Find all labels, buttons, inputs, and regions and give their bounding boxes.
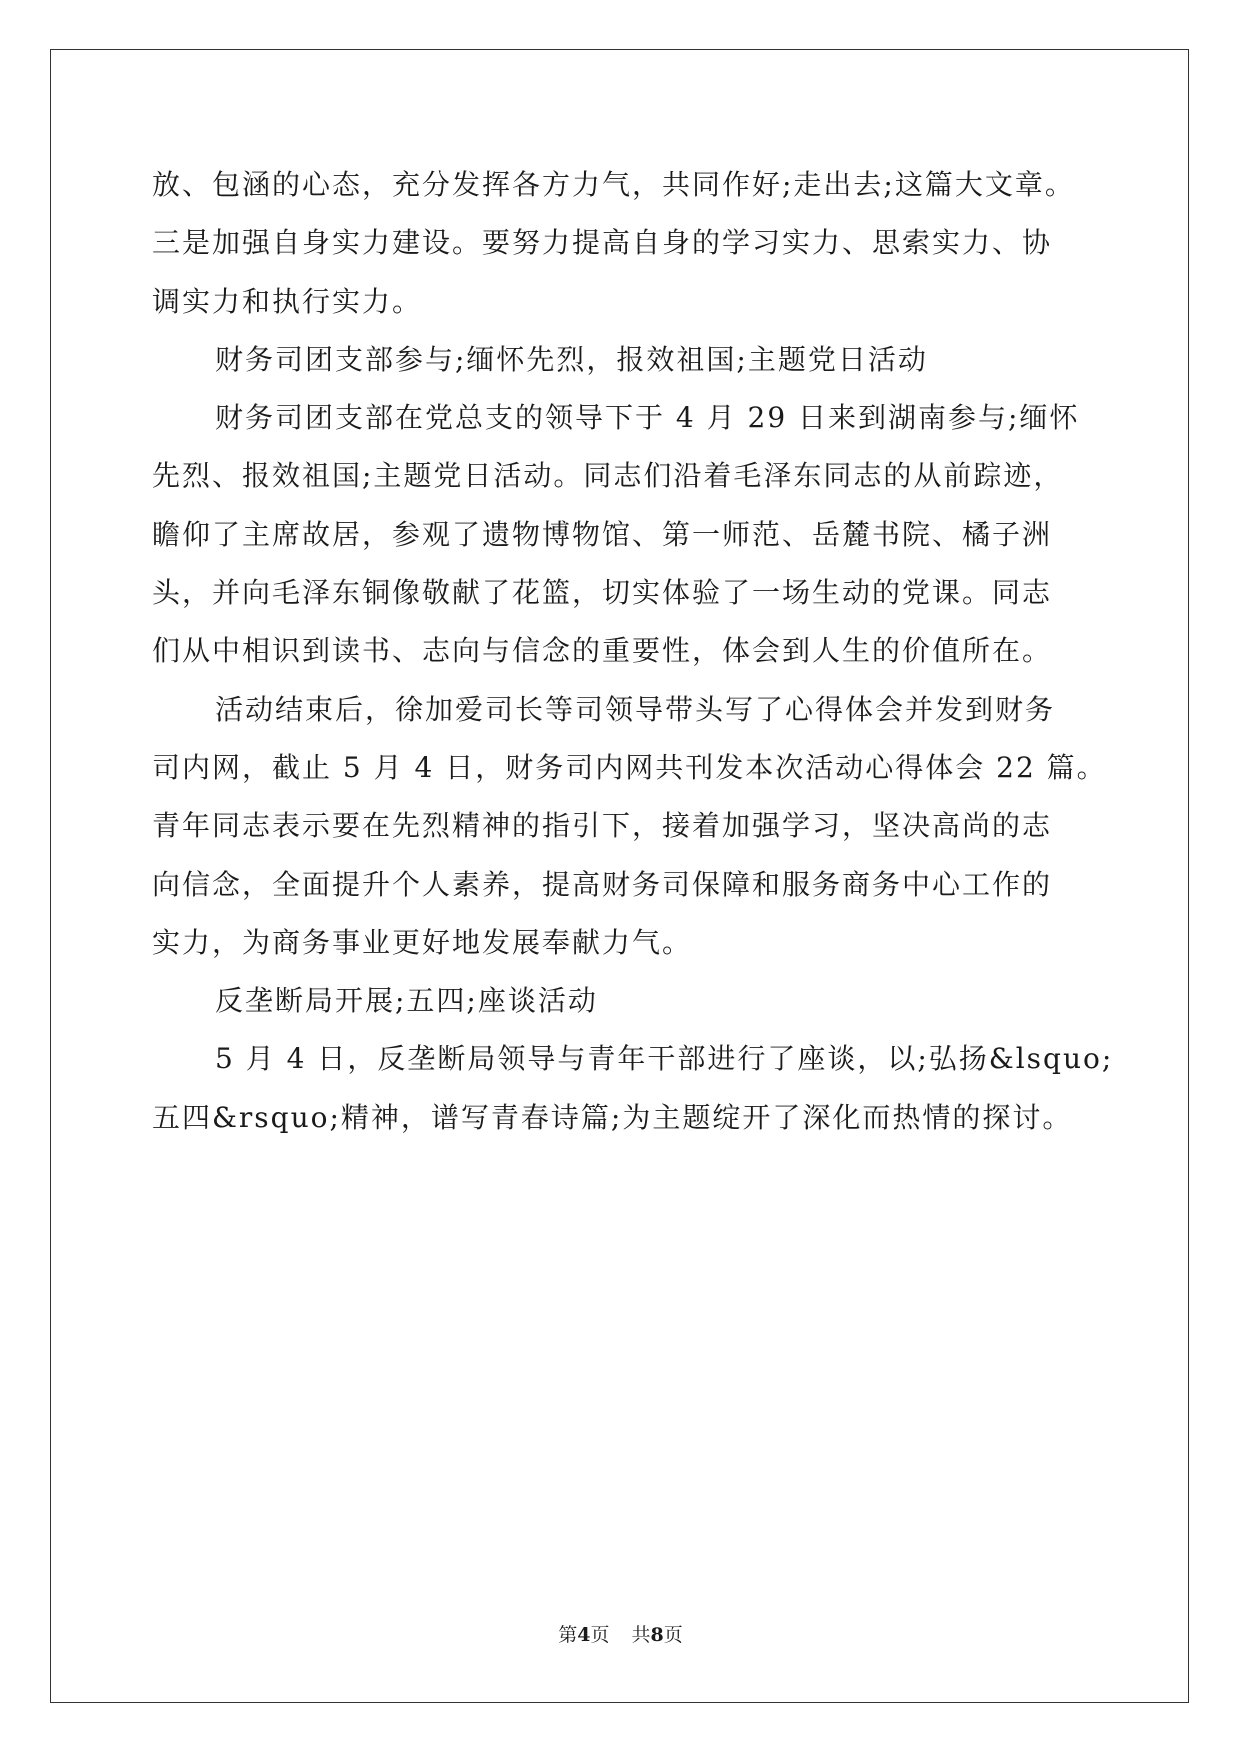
text-line: 5 月 4 日，反垄断局领导与青年干部进行了座谈，以;弘扬&lsquo; [215,1042,1114,1076]
text-line: 调实力和执行实力。 [152,284,423,318]
footer-page-prefix: 第 [558,1624,578,1646]
text-line: 放、包涵的心态，充分发挥各方力气，共同作好;走出去;这篇大文章。 [152,168,1075,201]
text-line: 先烈、报效祖国;主题党日活动。同志们沿着毛泽东同志的从前踪迹， [152,459,1064,493]
text-line: 青年同志表示要在先烈精神的指引下，接着加强学习，坚决高尚的志 [152,809,1053,843]
footer-current-page: 4 [577,1624,591,1646]
text-line: 财务司团支部参与;缅怀先烈，报效祖国;主题党日活动 [215,342,928,376]
footer-total-prefix: 共 [631,1624,651,1646]
text-line: 们从中相识到读书、志向与信念的重要性，体会到人生的价值所在。 [152,634,1053,668]
footer-total-pages: 8 [650,1624,664,1646]
page-footer [0,1620,1241,1647]
text-line: 活动结束后，徐加爱司长等司领导带头写了心得体会并发到财务 [215,692,1056,726]
text-line: 财务司团支部在党总支的领导下于 4 月 29 日来到湖南参与;缅怀 [215,401,1080,435]
document-body [152,156,1114,1147]
text-line: 实力，为商务事业更好地发展奉献力气。 [152,925,693,959]
text-line: 头，并向毛泽东铜像敬献了花篮，切实体验了一场生动的党课。同志 [152,576,1053,610]
text-line: 向信念，全面提升个人素养，提高财务司保障和服务商务中心工作的 [152,867,1053,901]
text-line: 司内网，截止 5 月 4 日，财务司内网共刊发本次活动心得体会 22 篇。 [152,750,1107,784]
footer-page-suffix: 页 [590,1624,610,1646]
text-line: 反垄断局开展;五四;座谈活动 [215,984,598,1018]
text-line: 三是加强自身实力建设。要努力提高自身的学习实力、思索实力、协 [152,226,1053,260]
footer-total-suffix: 页 [663,1624,683,1646]
text-line: 瞻仰了主席故居，参观了遗物博物馆、第一师范、岳麓书院、橘子洲 [152,517,1053,551]
text-line: 五四&rsquo;精神，谱写青春诗篇;为主题绽开了深化而热情的探讨。 [152,1100,1073,1134]
